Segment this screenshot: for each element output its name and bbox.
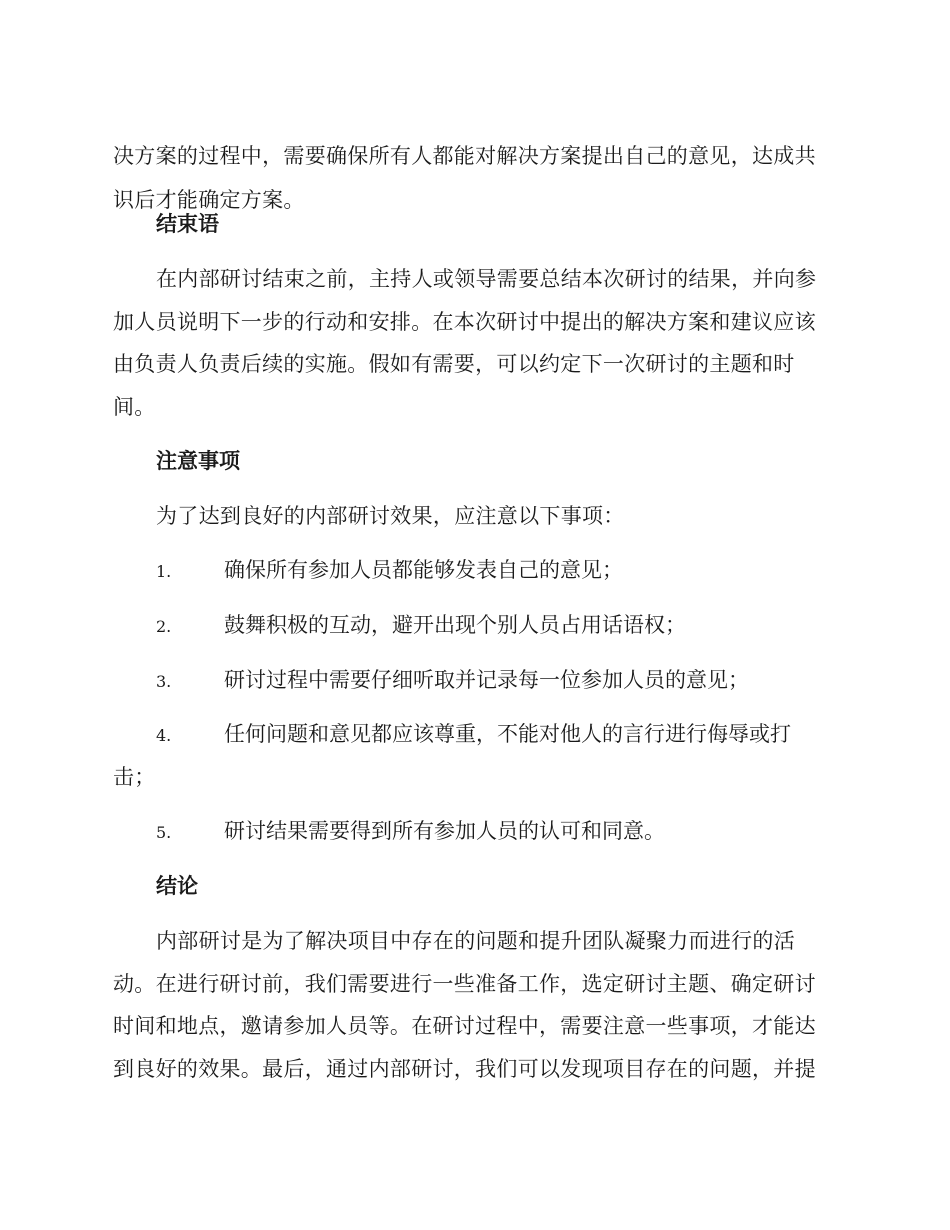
list-number: 3. (156, 672, 172, 691)
list-number: 5. (156, 823, 172, 842)
list-number: 1. (156, 562, 172, 581)
list-text: 任何问题和意见都应该尊重，不能对他人的言行进行侮辱或打 (224, 722, 791, 746)
notes-intro: 为了达到良好的内部研讨效果，应注意以下事项： (156, 504, 625, 528)
intro-line-2: 识后才能确定方案。 (113, 188, 305, 212)
conclusion-line-1: 内部研讨是为了解决项目中存在的问题和提升团队凝聚力而进行的活 (156, 929, 795, 953)
list-number: 2. (156, 617, 172, 636)
closing-line-3: 由负责人负责后续的实施。假如有需要，可以约定下一次研讨的主题和时 (113, 352, 795, 376)
closing-line-1: 在内部研讨结束之前，主持人或领导需要总结本次研讨的结果，并向参 (156, 267, 817, 291)
conclusion-line-2: 动。在进行研讨前，我们需要进行一些准备工作，选定研讨主题、确定研讨 (113, 972, 816, 996)
list-item (113, 548, 623, 594)
section-heading-notes: 注意事项 (156, 448, 240, 473)
list-number: 4. (156, 726, 172, 745)
conclusion-line-4: 到良好的效果。最后，通过内部研讨，我们可以发现项目存在的问题，并提 (113, 1057, 816, 1081)
list-text: 研讨过程中需要仔细听取并记录每一位参加人员的意见； (224, 668, 749, 692)
list-text: 确保所有参加人员都能够发表自己的意见； (224, 558, 623, 582)
list-item (113, 809, 665, 855)
section-heading-closing: 结束语 (156, 211, 219, 236)
list-text: 研讨结果需要得到所有参加人员的认可和同意。 (224, 819, 665, 843)
list-text: 鼓舞积极的互动，避开出现个别人员占用话语权； (224, 613, 686, 637)
closing-line-2: 加人员说明下一步的行动和安排。在本次研讨中提出的解决方案和建议应该 (113, 310, 816, 334)
closing-line-4: 间。 (113, 395, 156, 419)
list-item (113, 658, 749, 704)
conclusion-line-3: 时间和地点，邀请参加人员等。在研讨过程中，需要注意一些事项，才能达 (113, 1014, 816, 1038)
section-heading-conclusion: 结论 (156, 873, 198, 898)
list-item-continuation: 击； (113, 765, 156, 789)
intro-line-1: 决方案的过程中，需要确保所有人都能对解决方案提出自己的意见，达成共 (113, 144, 816, 168)
list-item (113, 603, 686, 649)
list-item (113, 712, 791, 758)
